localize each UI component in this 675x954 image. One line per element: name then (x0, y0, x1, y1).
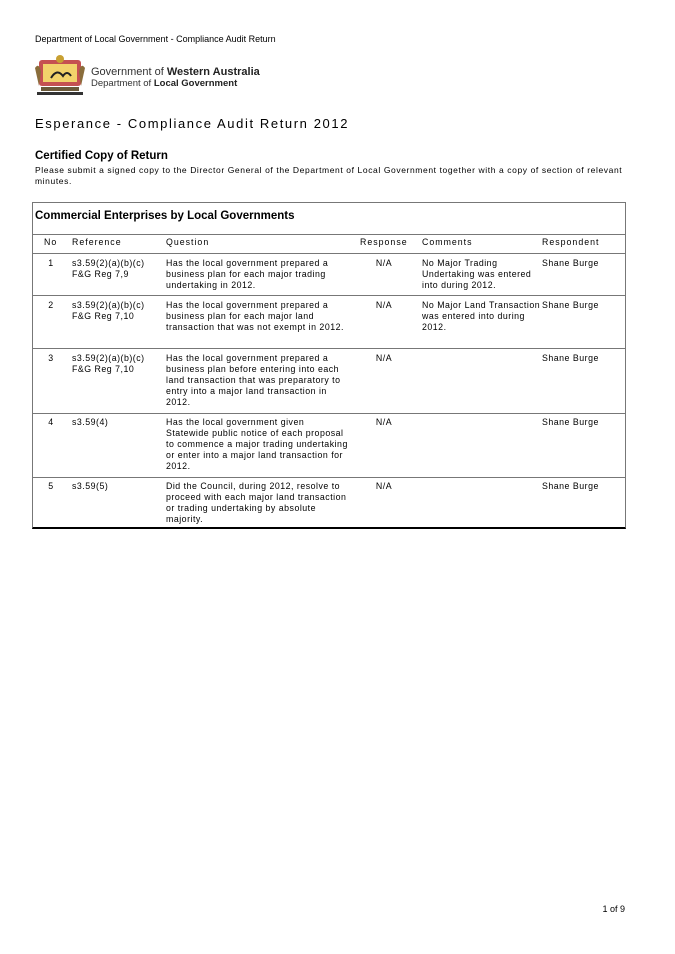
row-question: Has the local government prepared a business plan before entering into each land transaction that was preparatory to entry into a major land transaction in 2012. (166, 353, 341, 407)
row-response: N/A (375, 258, 393, 268)
page-header: Department of Local Government - Compliance Audit Return (35, 34, 276, 44)
certified-heading: Certified Copy of Return (35, 150, 168, 162)
logo-line-2: Department of Local Government (91, 78, 238, 89)
row-respondent: Shane Burge (542, 417, 599, 427)
row-response: N/A (375, 353, 393, 363)
row-reference: s3.59(4) (72, 417, 109, 427)
column-header-reference: Reference (72, 237, 122, 247)
government-logo (33, 54, 273, 98)
row-no: 2 (48, 300, 54, 310)
row-respondent: Shane Burge (542, 353, 599, 363)
page-number: 1 of 9 (602, 904, 625, 914)
page-title: Esperance - Compliance Audit Return 2012 (35, 116, 350, 131)
divider (33, 413, 625, 414)
row-response: N/A (375, 300, 393, 310)
row-question: Did the Council, during 2012, resolve to proceed with each major land transaction or trading undertaking by absolute majority. (166, 481, 347, 524)
divider (33, 477, 625, 478)
row-reference: s3.59(5) (72, 481, 109, 491)
row-comments: No Major Trading Undertaking was entered into during 2012. (422, 258, 532, 290)
row-no: 5 (48, 481, 54, 491)
row-reference: s3.59(2)(a)(b)(c) F&G Reg 7,10 (72, 353, 145, 374)
column-header-respondent: Respondent (542, 237, 600, 247)
column-header-question: Question (166, 237, 210, 247)
divider (33, 234, 625, 235)
row-no: 3 (48, 353, 54, 363)
row-respondent: Shane Burge (542, 481, 599, 491)
row-question: Has the local government prepared a business plan for each major trading undertaking in 2012. (166, 258, 329, 290)
row-reference: s3.59(2)(a)(b)(c) F&G Reg 7,9 (72, 258, 145, 279)
row-question: Has the local government prepared a business plan for each major land transaction that was not exempt in 2012. (166, 300, 344, 332)
row-respondent: Shane Burge (542, 258, 599, 268)
divider (33, 253, 625, 254)
row-no: 1 (48, 258, 54, 268)
column-header-response: Response (360, 237, 408, 247)
certified-instruction: Please submit a signed copy to the Director General of the Department of Local Government together with a copy of section of relevant minutes. (35, 165, 623, 186)
row-response: N/A (375, 417, 393, 427)
wa-crest-icon (33, 54, 87, 96)
row-no: 4 (48, 417, 54, 427)
section-title: Commercial Enterprises by Local Governments (35, 210, 295, 222)
column-header-no: No (44, 237, 58, 247)
row-respondent: Shane Burge (542, 300, 599, 310)
commercial-enterprises-table (32, 202, 626, 529)
row-response: N/A (375, 481, 393, 491)
row-comments: No Major Land Transaction was entered into during 2012. (422, 300, 541, 332)
row-reference: s3.59(2)(a)(b)(c) F&G Reg 7,10 (72, 300, 145, 321)
logo-line-1: Government of Western Australia (91, 66, 260, 78)
divider (33, 295, 625, 296)
divider (33, 348, 625, 349)
row-question: Has the local government given Statewide public notice of each proposal to commence a major trading undertaking or enter into a major land transaction for 2012. (166, 417, 348, 471)
column-header-comments: Comments (422, 237, 473, 247)
